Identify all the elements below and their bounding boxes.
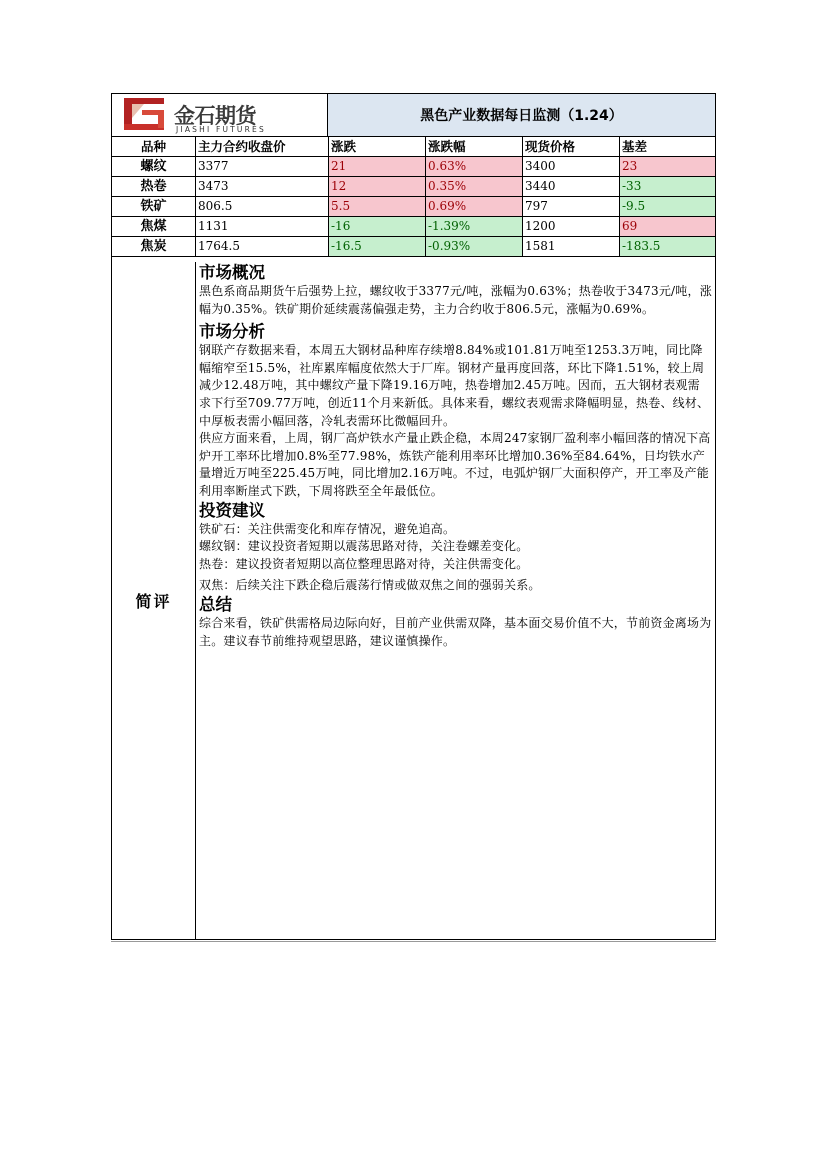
row-change: 21	[329, 157, 426, 176]
row-basis: 69	[620, 217, 715, 236]
row-close: 3377	[196, 157, 329, 176]
row-change-pct: -1.39%	[426, 217, 523, 236]
col-header-change-pct: 涨跌幅	[426, 137, 523, 156]
row-close: 3473	[196, 177, 329, 196]
table-header-row	[112, 137, 715, 157]
comment-body	[199, 263, 712, 650]
analysis-paragraph-1: 钢联产存数据来看，本周五大钢材品种库存续增8.84%或101.81万吨至1253.3万吨，同比降幅缩窄至15.5%，社库累库幅度依然大于厂库。钢材产量再度回落，环比下降1.51%，较上周减少12.48万吨，其中螺纹产量下降19.16万吨，热卷增加2.45万吨。因而，五大钢材表观需求下行至709.77万吨，创近11个月来新低。具体来看，螺纹表观需求降幅明显，热卷、线材、中厚板表需小幅回落，冷轧表需环比微幅回升。	[199, 343, 710, 428]
advice-rebar: 螺纹钢：建议投资者短期以震荡思路对待，关注卷螺差变化。	[199, 539, 529, 554]
row-close: 1131	[196, 217, 329, 236]
row-basis: -33	[620, 177, 715, 196]
advice-heading: 投资建议	[199, 500, 265, 520]
report-title: 黑色产业数据每日监测（1.24）	[328, 94, 715, 136]
logo-subtext: JIASHI FUTURES	[176, 125, 266, 134]
row-change-pct: -0.93%	[426, 237, 523, 256]
summary-text: 综合来看，铁矿供需格局边际向好，目前产业供需双降，基本面交易价值不大，节前资金离场为主。建议春节前维持观望思路，建议谨慎操作。	[199, 615, 712, 648]
analysis-paragraph-2: 供应方面来看，上周，钢厂高炉铁水产量止跌企稳，本周247家钢厂盈利率小幅回落的情况下高炉开工率环比增加0.8%至77.98%，炼铁产能利用率环比增加0.36%至84.64%，日均铁水产量增近万吨至225.45万吨，同比增加2.16万吨。不过，电弧炉钢厂大面积停产，开工率及产能利用率断崖式下跌，下周将跌至全年最低位。	[199, 431, 711, 498]
table-row	[112, 177, 715, 197]
row-name: 焦煤	[112, 217, 196, 236]
row-name: 热卷	[112, 177, 196, 196]
row-close: 806.5	[196, 197, 329, 216]
col-header-change: 涨跌	[329, 137, 426, 156]
table-row	[112, 237, 715, 257]
logo-cell	[112, 94, 328, 136]
row-basis: 23	[620, 157, 715, 176]
logo-text: 金石期货	[174, 104, 256, 128]
advice-coke-coal: 双焦：后续关注下跌企稳后震荡行情或做双焦之间的强弱关系。	[199, 578, 541, 593]
row-spot: 3440	[523, 177, 620, 196]
row-spot: 1581	[523, 237, 620, 256]
advice-hot-coil: 热卷：建议投资者短期以高位整理思路对待，关注供需变化。	[199, 556, 529, 571]
summary-heading: 总结	[199, 594, 232, 614]
row-change-pct: 0.35%	[426, 177, 523, 196]
table-row	[112, 217, 715, 237]
row-spot: 797	[523, 197, 620, 216]
col-header-basis: 基差	[622, 139, 648, 154]
row-change: -16	[329, 217, 426, 236]
row-change-pct: 0.69%	[426, 197, 523, 216]
row-change: -16.5	[329, 237, 426, 256]
col-header-spot: 现货价格	[523, 137, 620, 156]
advice-iron-ore: 铁矿石：关注供需变化和库存情况，避免追高。	[199, 521, 456, 536]
company-logo-icon	[124, 98, 168, 132]
table-row	[112, 157, 715, 177]
row-close: 1764.5	[196, 237, 329, 256]
table-row	[112, 197, 715, 217]
row-change-pct: 0.63%	[426, 157, 523, 176]
row-name: 铁矿	[112, 197, 196, 216]
sheet-header	[112, 94, 715, 137]
analysis-heading: 市场分析	[199, 322, 265, 342]
row-name: 螺纹	[112, 157, 196, 176]
overview-text: 黑色系商品期货午后强势上拉，螺纹收于3377元/吨，涨幅为0.63%；热卷收于3473元/吨，涨幅为0.35%。铁矿期价延续震荡偏强走势，主力合约收于806.5元，涨幅为0.69%。	[199, 284, 712, 316]
row-spot: 1200	[523, 217, 620, 236]
col-header-variety: 品种	[112, 137, 196, 156]
row-change: 12	[329, 177, 426, 196]
overview-heading: 市场概况	[199, 263, 265, 282]
col-header-close: 主力合约收盘价	[196, 137, 329, 156]
row-spot: 3400	[523, 157, 620, 176]
comment-label: 简评	[112, 262, 196, 939]
comment-section	[112, 262, 715, 939]
row-change: 5.5	[329, 197, 426, 216]
row-name: 焦炭	[112, 237, 196, 256]
row-basis: -183.5	[620, 237, 715, 256]
monitor-sheet	[111, 93, 716, 940]
row-basis: -9.5	[620, 197, 715, 216]
